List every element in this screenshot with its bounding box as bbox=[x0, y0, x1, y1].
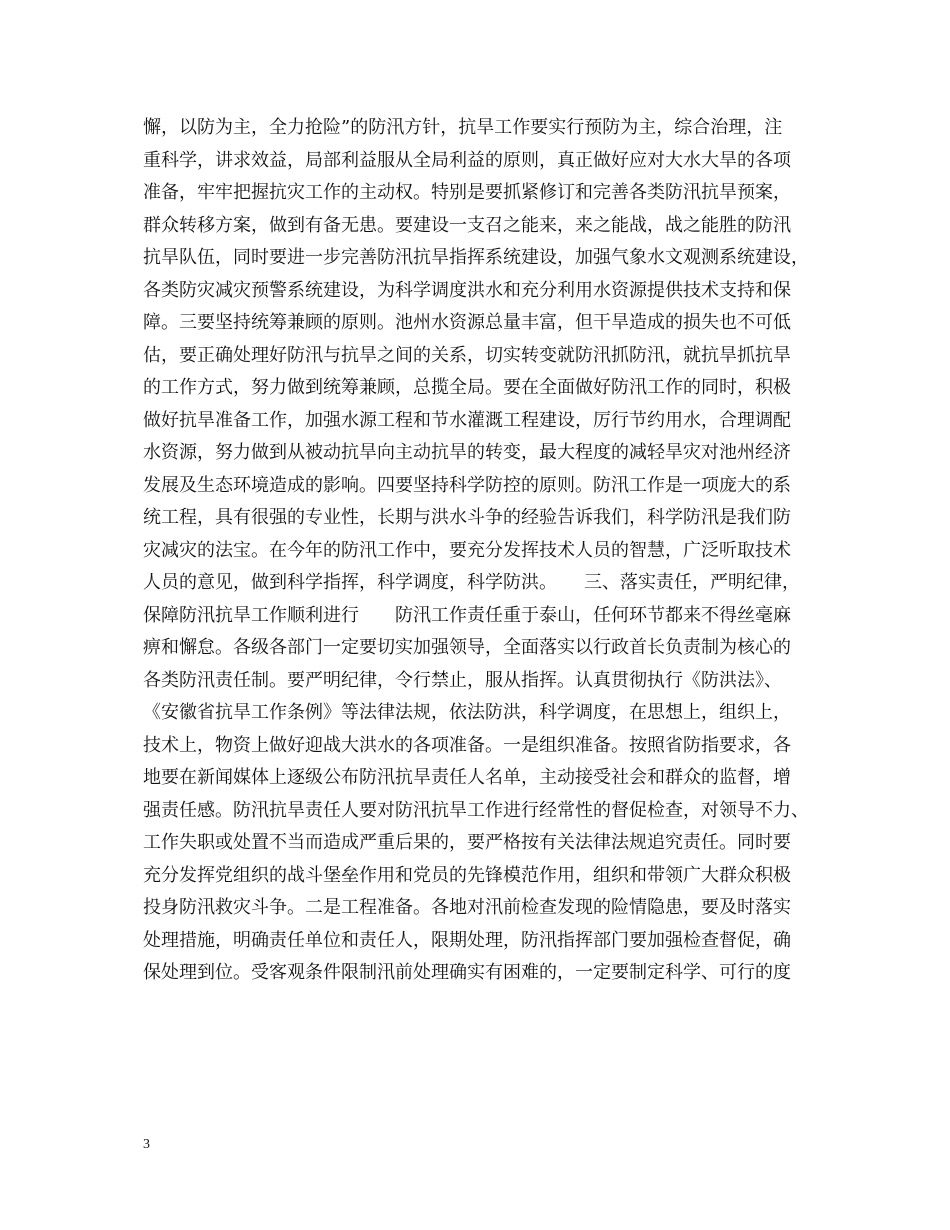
text-line: 处理措施，明确责任单位和责任人，限期处理，防汛指挥部门要加强检查督促，确 bbox=[143, 929, 791, 951]
text-line: 群众转移方案，做到有备无患。要建设一支召之能来，来之能战，战之能胜的防汛 bbox=[143, 214, 791, 236]
text-line: 技术上，物资上做好迎战大洪水的各项准备。一是组织准备。按照省防指要求，各 bbox=[143, 734, 791, 756]
text-line: 痹和懈怠。各级各部门一定要切实加强领导，全面落实以行政首长负责制为核心的 bbox=[143, 637, 791, 658]
text-line: 各类防汛责任制。要严明纪律，令行禁止，服从指挥。认真贯彻执行《防洪法》、 bbox=[143, 669, 782, 691]
text-line: 障。三要坚持统筹兼顾的原则。池州水资源总量丰富，但干旱造成的损失也不可低 bbox=[143, 312, 791, 333]
text-line: 统工程，具有很强的专业性，长期与洪水斗争的经验告诉我们，科学防汛是我们防 bbox=[143, 507, 791, 528]
text-line: 水资源，努力做到从被动抗旱向主动抗旱的转变，最大程度的减轻旱灾对池州经济 bbox=[143, 442, 791, 463]
text-line: 《安徽省抗旱工作条例》等法律法规，依法防洪，科学调度，在思想上，组织上， bbox=[143, 702, 791, 723]
text-line: 保处理到位。受客观条件限制汛前处理确实有困难的，一定要制定科学、可行的度 bbox=[143, 962, 791, 983]
text-line: 地要在新闻媒体上逐级公布防汛抗旱责任人名单，主动接受社会和群众的监督，增 bbox=[143, 767, 791, 788]
body-text bbox=[143, 112, 823, 990]
text-line: 估，要正确处理好防汛与抗旱之间的关系，切实转变就防汛抓防汛，就抗旱抓抗旱 bbox=[143, 344, 791, 366]
text-line: 的工作方式，努力做到统筹兼顾，总揽全局。要在全面做好防汛工作的同时，积极 bbox=[143, 377, 791, 398]
text-line: 抗旱队伍，同时要进一步完善防汛抗旱指挥系统建设，加强气象水文观测系统建设， bbox=[143, 247, 809, 268]
text-line: 强责任感。防汛抗旱责任人要对防汛抗旱工作进行经常性的督促检查，对领导不力、 bbox=[143, 799, 809, 821]
text-line: 做好抗旱准备工作，加强水源工程和节水灌溉工程建设，厉行节约用水，合理调配 bbox=[143, 409, 791, 431]
text-line: 懈，以防为主，全力抢险”的防汛方针，抗旱工作要实行预防为主，综合治理，注 bbox=[143, 117, 783, 138]
text-line: 准备，牢牢把握抗灾工作的主动权。特别是要抓紧修订和完善各类防汛抗旱预案， bbox=[143, 182, 791, 203]
text-line: 各类防灾减灾预警系统建设，为科学调度洪水和充分利用水资源提供技术支持和保 bbox=[143, 279, 791, 301]
text-line: 人员的意见，做到科学指挥，科学调度，科学防洪。 三、落实责任，严明纪律， bbox=[143, 572, 800, 593]
page-number: 3 bbox=[143, 1137, 150, 1152]
text-line: 重科学，讲求效益，局部利益服从全局利益的原则，真正做好应对大水大旱的各项 bbox=[143, 149, 791, 171]
text-line: 充分发挥党组织的战斗堡垒作用和党员的先锋模范作用，组织和带领广大群众积极 bbox=[143, 864, 791, 886]
text-line: 保障防汛抗旱工作顺利进行 防汛工作责任重于泰山，任何环节都来不得丝毫麻 bbox=[143, 604, 791, 626]
text-line: 投身防汛救灾斗争。二是工程准备。各地对汛前检查发现的险情隐患，要及时落实 bbox=[143, 897, 791, 918]
text-line: 发展及生态环境造成的影响。四要坚持科学防控的原则。防汛工作是一项庞大的系 bbox=[143, 474, 791, 496]
text-line: 工作失职或处置不当而造成严重后果的，要严格按有关法律法规追究责任。同时要 bbox=[143, 832, 791, 853]
text-line: 灾减灾的法宝。在今年的防汛工作中，要充分发挥技术人员的智慧，广泛听取技术 bbox=[143, 539, 791, 561]
